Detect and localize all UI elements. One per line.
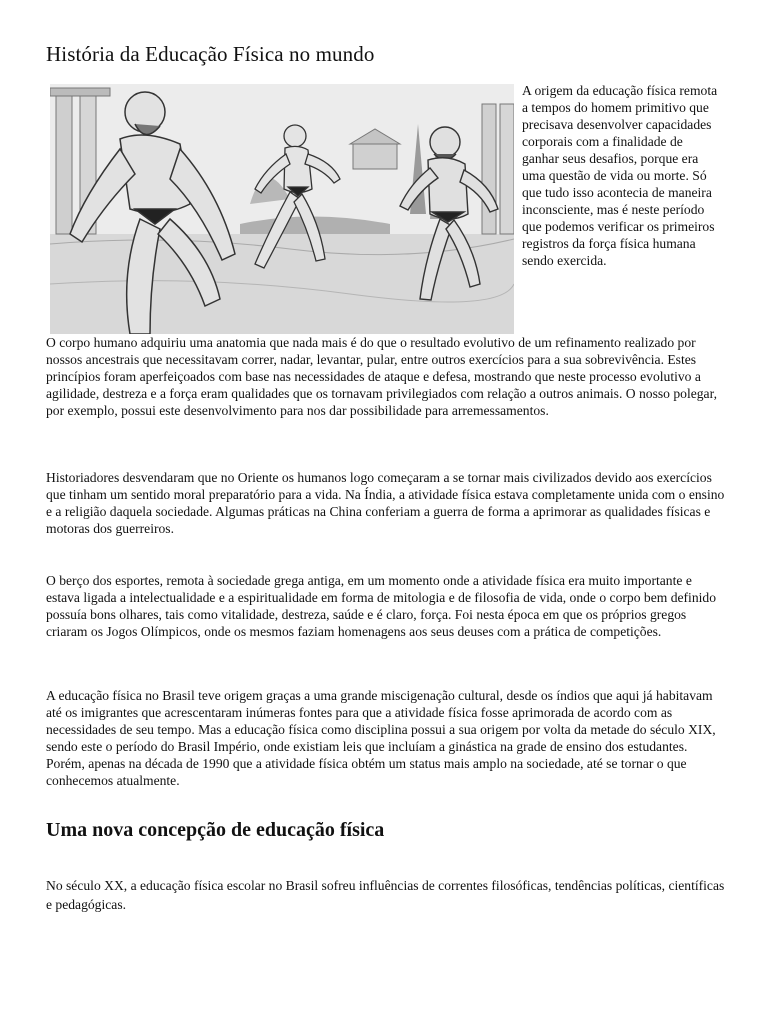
- illustration-ancient-runners-icon: [50, 84, 514, 334]
- page-title: História da Educação Física no mundo: [46, 42, 375, 66]
- intro-side-paragraph: A origem da educação física remota a tempos do homem primitivo que precisava desenvolver capacidades corporais com a finalidade de ganhar seus desafios, porque era uma questão de vida ou morte. Só que tudo isso acontecia de maneira inconsciente, mas é neste período que podemos verificar os primeiros registros da força física humana sendo exercida.: [522, 83, 718, 268]
- paragraph-anatomy: O corpo humano adquiriu uma anatomia que nada mais é do que o resultado evolutivo de um refinamento realizado por nossos ancestrais que necessitavam correr, nadar, levantar, pular, entre outros exercícios para a sua sobrevivência. Estes princípios foram aperfeiçoados com base nas necessidades de ataque e defesa, mostrando que neste processo evolutivo a agilidade, destreza e a força eram qualidades que os tornavam privilegiados com relação a outros animais. O nosso polegar, por exemplo, possui este desenvolvimento para nos dar possibilidade para arremessamentos.: [46, 335, 717, 418]
- paragraph-orient: Historiadores desvendaram que no Oriente os humanos logo começaram a se tornar mais civilizados devido aos exercícios que tinham um sentido moral preparatório para a vida. Na Índia, a atividade física estava completamente unida com o ensino e a religião daquela sociedade. Algumas práticas na China conferiam a guerra de forma a aprimorar as qualidades físicas e motoras dos guerreiros.: [46, 470, 725, 536]
- illustration-ancient-runners-image: [50, 84, 514, 334]
- paragraph-brazil: A educação física no Brasil teve origem graças a uma grande miscigenação cultural, desde os índios que aqui já habitavam até os imigrantes que acrescentaram inúmeras fontes para que a atividade física fosse aprimorada de acordo com as necessidades de seu tempo. Mas a educação física como disciplina possui a sua origem por volta da metade do século XIX, sendo este o período do Brasil Império, onde existiam leis que incluíam a ginástica na grade de ensino dos estudantes. Porém, apenas na década de 1990 que a atividade física obtém um status mais amplo na sociedade, até se tornar o que conhecemos atualmente.: [46, 688, 716, 788]
- paragraph-xx-century: No século XX, a educação física escolar no Brasil sofreu influências de correntes filosóficas, tendências políticas, científicas e pedagógicas.: [46, 878, 725, 912]
- paragraph-greece: O berço dos esportes, remota à sociedade grega antiga, em um momento onde a atividade física era muito importante e estava ligada a intelectualidade e a espiritualidade em forma de mitologia e de filosofia de vida, onde o corpo bem definido possuía bons olhares, tais como vitalidade, destreza, saúde e é claro, força. Foi nesta época em que os próprios gregos criaram os Jogos Olímpicos, onde os mesmos faziam homenagens aos seus deuses com a prática de competições.: [46, 573, 716, 639]
- section-heading: Uma nova concepção de educação física: [46, 819, 385, 841]
